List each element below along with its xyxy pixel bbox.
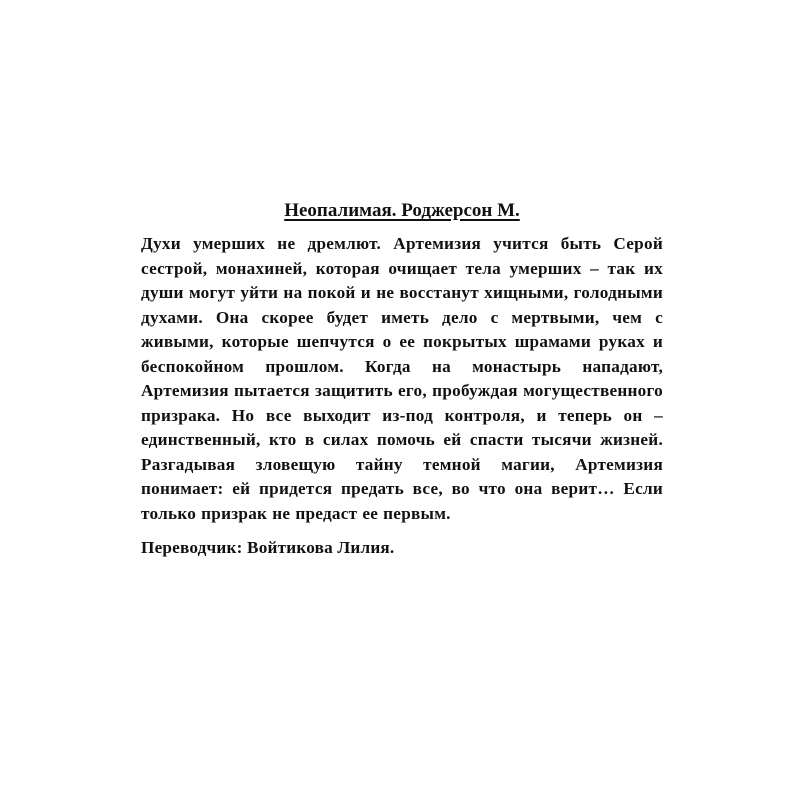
- annotation-text: Духи умерших не дремлют. Артемизия учится быть Серой сестрой, монахиней, которая очищает тела умерших – так их души могут уйти на покой и не восстанут хищными, голодными духами. Она скорее будет иметь дело с мертвыми, чем с живыми, которые шепчутся о ее покрытых шрамами руках и беспокойном прошлом. Когда на монастырь нападают, Артемизия пытается защитить его, пробуждая могущественного призрака. Но все выходит из-под контроля, и теперь он – единственный, кто в силах помочь ей спасти тысячи жизней. Разгадывая зловещую тайну темной магии, Артемизия понимает: ей придется предать все, во что она верит… Если только призрак не предаст ее первым.: [141, 234, 663, 523]
- book-title: Неопалимая. Роджерсон М.: [284, 200, 520, 221]
- translator-credit: Переводчик: Войтикова Лилия.: [141, 538, 395, 557]
- book-annotation: [141, 199, 663, 560]
